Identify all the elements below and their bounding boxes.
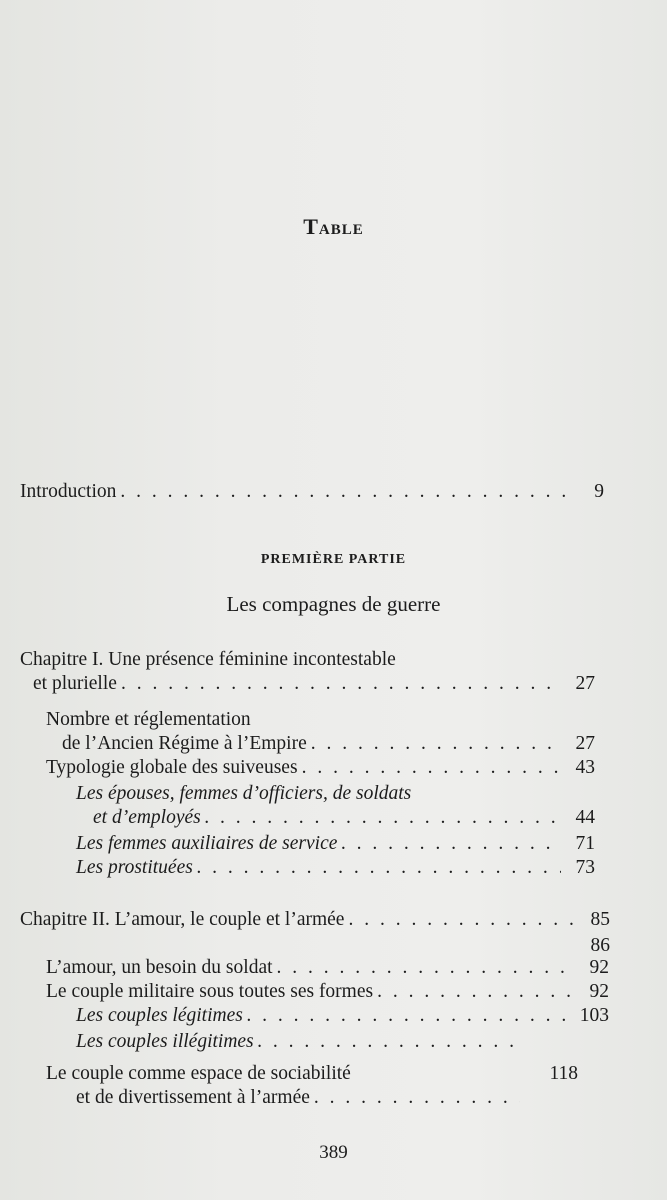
toc-entry-section[interactable] (46, 956, 609, 980)
entry-label: Les couples légitimes (76, 1005, 243, 1026)
page-number: 389 (319, 1142, 348, 1163)
toc-entry-section[interactable] (62, 732, 595, 756)
entry-label: L’amour, un besoin du soldat (46, 957, 273, 978)
toc-entry-subsection[interactable] (76, 1004, 609, 1028)
dot-leader (205, 806, 561, 830)
entry-page: 43 (575, 757, 595, 778)
entry-label: Chapitre II. L’amour, le couple et l’armée (20, 909, 345, 930)
dot-leader (120, 480, 570, 504)
section-title-line1: Nombre et réglementation (46, 709, 251, 730)
part-label: PREMIÈRE PARTIE (260, 552, 407, 567)
entry-label: Les couples illégitimes (76, 1031, 254, 1052)
toc-entry-subsection[interactable] (93, 806, 595, 830)
part-title: Les compagnes de guerre (226, 592, 441, 616)
chapter-1-title-line1: Chapitre I. Une présence féminine incontestable (20, 649, 396, 670)
entry-page: 9 (594, 481, 604, 502)
entry-page: 44 (575, 807, 595, 828)
toc-entry-section[interactable] (46, 980, 609, 1004)
subsection-title-line1: Les épouses, femmes d’officiers, de soldats (76, 783, 412, 804)
entry-label: de l’Ancien Régime à l’Empire (62, 733, 307, 754)
toc-entry-introduction[interactable] (20, 480, 604, 504)
entry-page: 103 (579, 1005, 609, 1026)
dot-leader (121, 672, 561, 696)
entry-label: Les femmes auxiliaires de service (76, 833, 338, 854)
entry-page: 85 (590, 909, 610, 930)
entry-label: et d’employés (93, 807, 201, 828)
entry-label: et plurielle (33, 673, 117, 694)
dot-leader (258, 1030, 520, 1054)
toc-entry-section[interactable] (76, 1086, 526, 1110)
entry-page: 86 (590, 935, 610, 956)
dot-leader (302, 756, 561, 780)
entry-page: 27 (575, 733, 595, 754)
entry-label: Les prostituées (76, 857, 193, 878)
entry-page: 27 (575, 673, 595, 694)
dot-leader (277, 956, 575, 980)
entry-label: Le couple militaire sous toutes ses formes (46, 981, 374, 1002)
toc-entry-subsection[interactable] (76, 856, 595, 880)
toc-entry-chapter-1[interactable] (33, 672, 595, 696)
dot-leader (314, 1086, 520, 1110)
entry-label: Typologie globale des suiveuses (46, 757, 298, 778)
entry-label: Introduction (20, 481, 117, 502)
dot-leader (197, 856, 561, 880)
entry-page: 92 (589, 981, 609, 1002)
dot-leader (377, 980, 575, 1004)
dot-leader (341, 832, 561, 856)
toc-entry-subsection[interactable] (76, 832, 595, 856)
toc-entry-subsection[interactable] (76, 1030, 526, 1054)
entry-page: 73 (575, 857, 595, 878)
page-title: Table (303, 214, 364, 239)
section-title-line1: Le couple comme espace de sociabilité (46, 1063, 351, 1084)
entry-page: 118 (549, 1063, 578, 1084)
entry-label: et de divertissement à l’armée (76, 1087, 310, 1108)
entry-page: 92 (589, 957, 609, 978)
toc-entry-section[interactable] (46, 756, 595, 780)
entry-page: 71 (575, 833, 595, 854)
toc-entry-chapter-2[interactable] (20, 908, 610, 932)
dot-leader (311, 732, 561, 756)
dot-leader (247, 1004, 574, 1028)
dot-leader (348, 908, 576, 932)
